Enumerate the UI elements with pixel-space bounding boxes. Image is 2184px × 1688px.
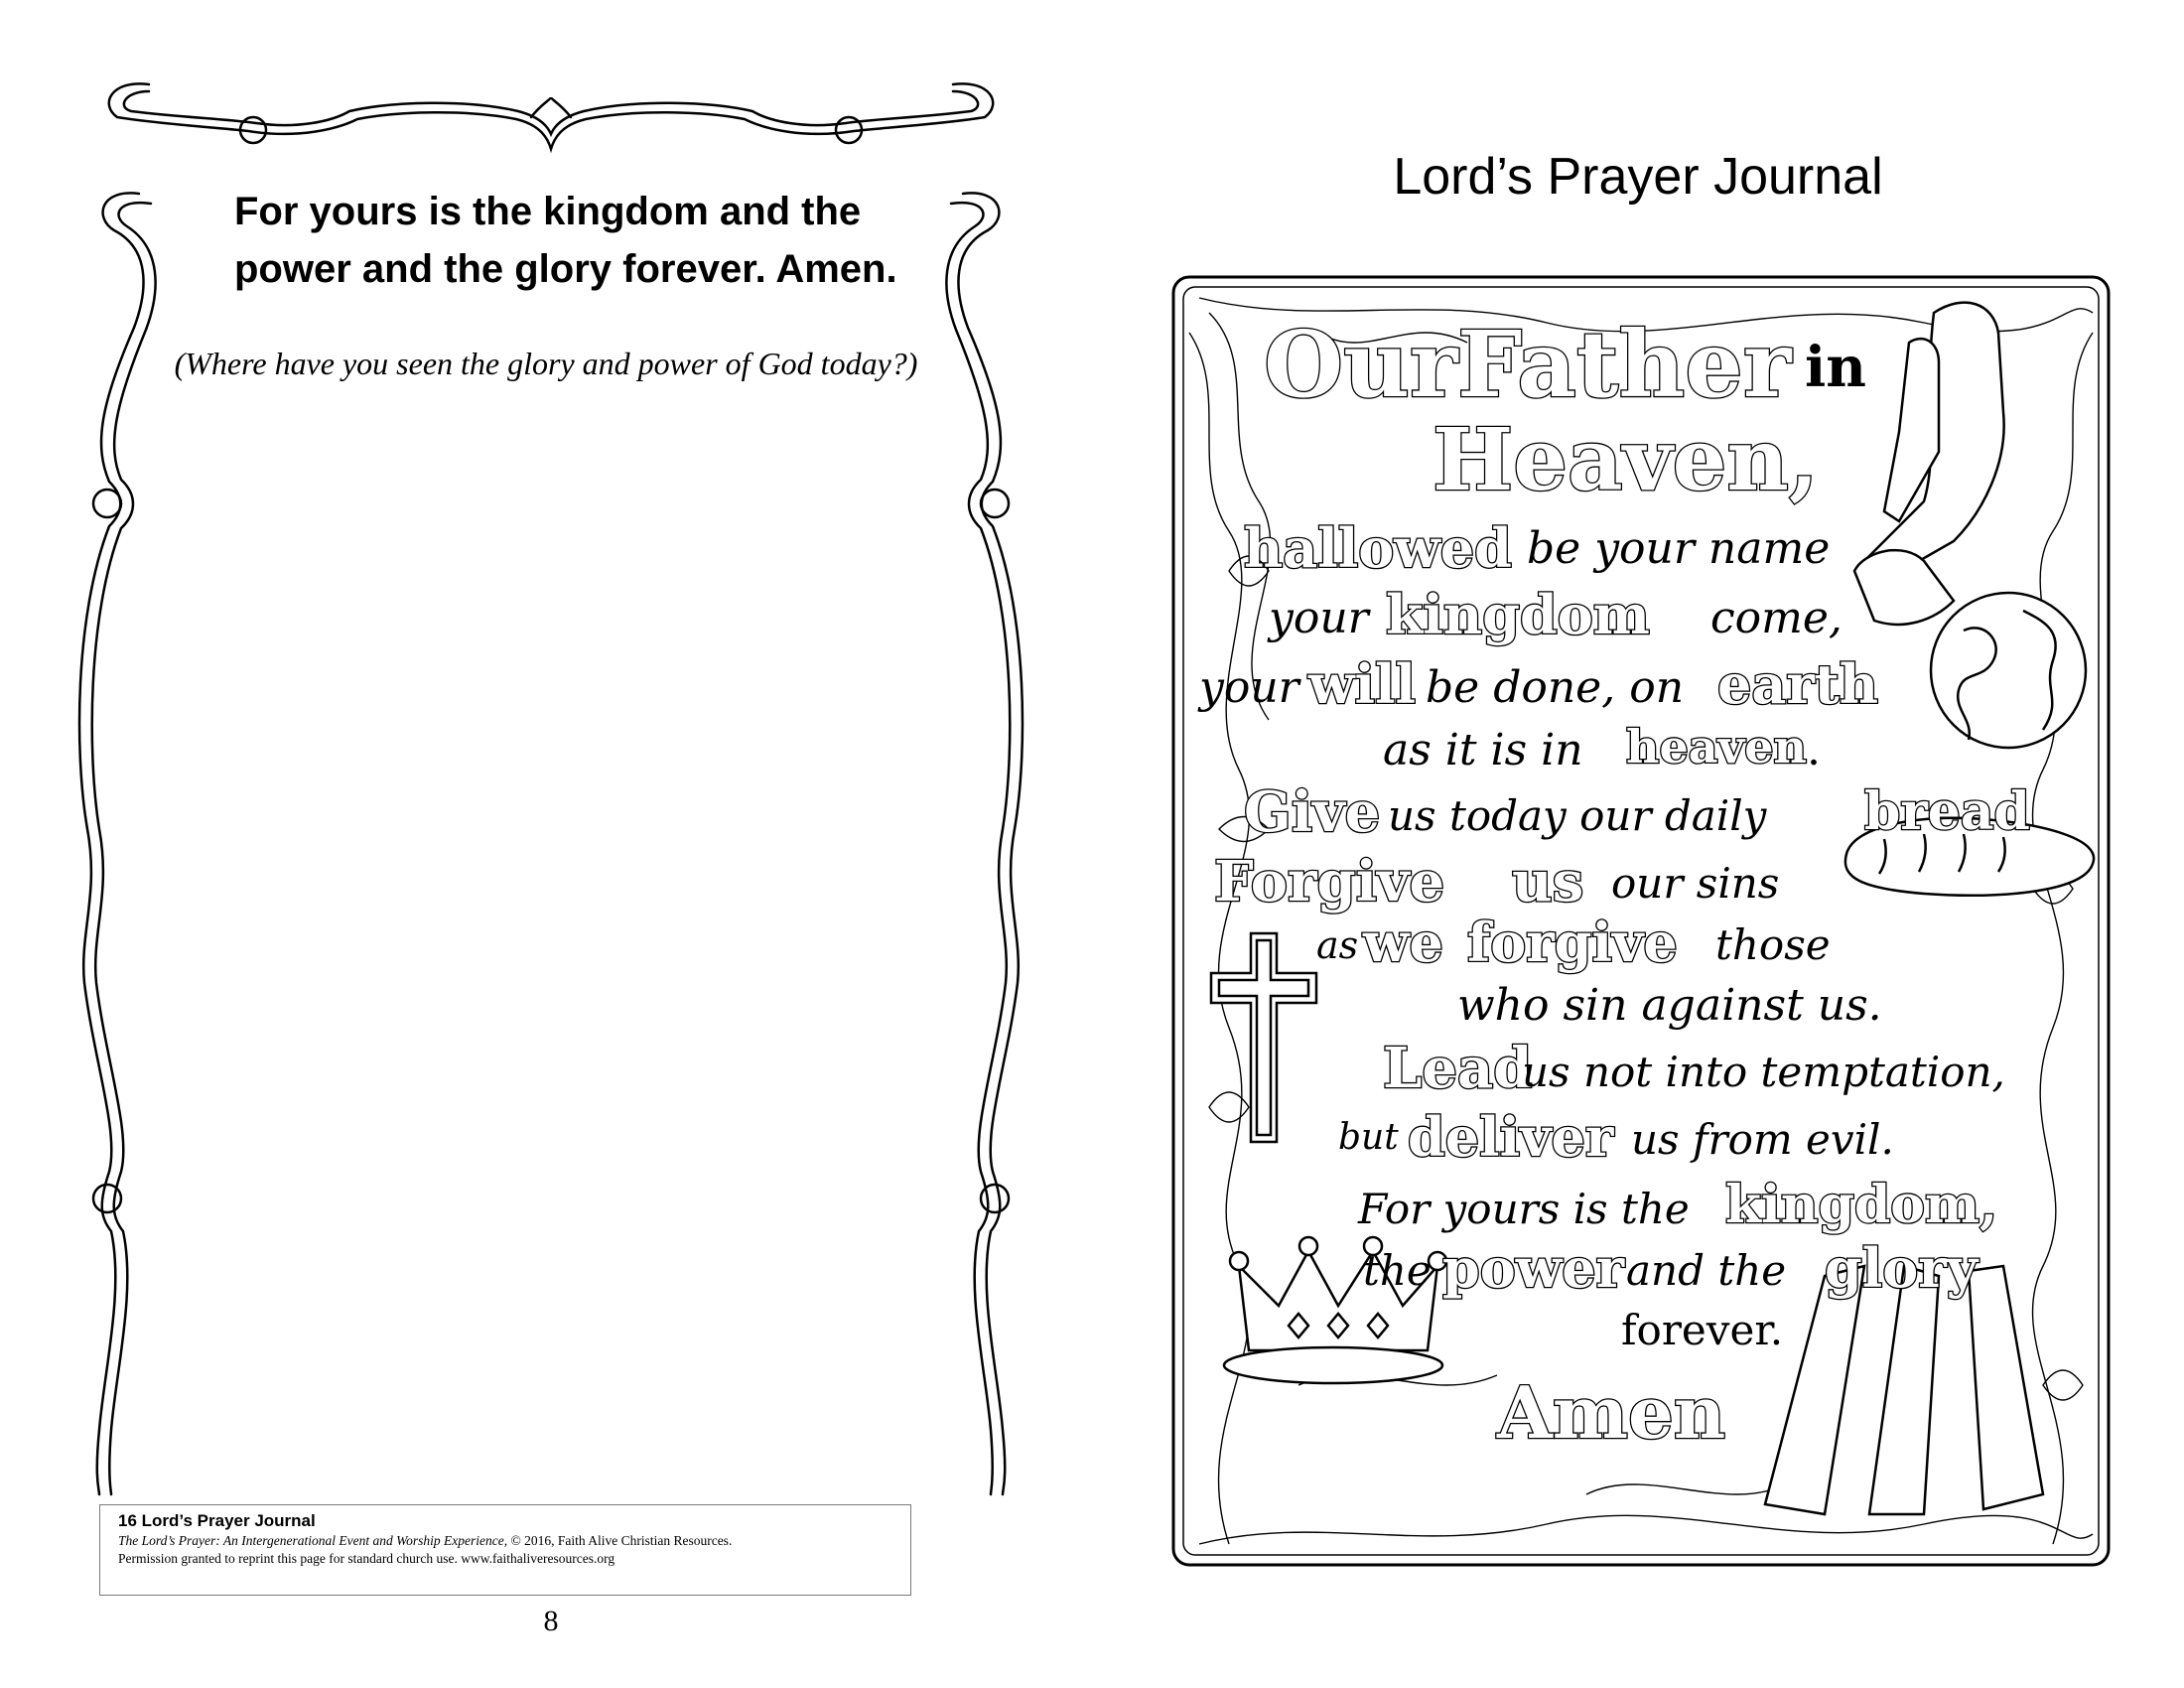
coloring-word-kingdom-2: kingdom, (1725, 1175, 1998, 1235)
credit-citation (118, 1532, 892, 1550)
coloring-word-be-your-name: be your name (1527, 523, 1831, 574)
credit-box (99, 1504, 911, 1596)
coloring-word-earth: earth (1717, 652, 1878, 716)
coloring-word-will: will (1308, 652, 1417, 716)
scripture-verse (234, 183, 934, 298)
verse-line-1: For yours is the kingdom and the (234, 190, 862, 233)
right-side-wavy-border (958, 193, 1023, 1494)
coloring-word-heaven: Heaven, (1433, 410, 1819, 510)
ray-banners-drawing (1765, 1266, 2043, 1514)
credit-permission: Permission granted to reprint this page for standard church use. www.faithaliveresources.org (118, 1551, 615, 1566)
cross-drawing (1211, 933, 1316, 1142)
coloring-word-us: us (1512, 849, 1584, 914)
coloring-word-us-today-our-daily: us today our daily (1388, 791, 1767, 840)
globe-drawing (1931, 593, 2086, 748)
coloring-word-hallowed: hallowed (1244, 516, 1512, 580)
coloring-word-come: come, (1710, 593, 1843, 643)
coloring-word-and-the: and the (1626, 1246, 1787, 1295)
coloring-word-be-done-on: be done, on (1426, 662, 1685, 713)
coloring-word-forgive-2: forgive (1467, 911, 1678, 974)
coloring-word-amen: Amen (1497, 1370, 1726, 1455)
coloring-word-kingdom: kingdom (1386, 583, 1650, 646)
journal-prompt: (Where have you seen the glory and power of God today?) (174, 346, 918, 381)
coloring-word-as-it-is-in: as it is in (1383, 725, 1583, 775)
coloring-word-forever: forever. (1621, 1306, 1784, 1354)
coloring-word-give: Give (1244, 779, 1381, 845)
credit-book-title: The Lord’s Prayer: An Intergenerational Event and Worship Experience, (118, 1533, 508, 1548)
coloring-word-for-yours-is-the: For yours is the (1358, 1185, 1690, 1233)
credit-copyright: © 2016, Faith Alive Christian Resources. (510, 1533, 733, 1548)
coloring-word-us-from-evil: us from evil. (1631, 1115, 1894, 1164)
coloring-word-us-not-into-temptation: us not into temptation, (1522, 1048, 2005, 1096)
coloring-word-bread: bread (1864, 781, 2030, 842)
coloring-word-deliver: deliver (1408, 1105, 1614, 1169)
coloring-word-who-sin-against-us: who sin against us. (1457, 980, 1882, 1031)
coloring-word-father: Father (1457, 311, 1792, 418)
credit-title: 16 Lord’s Prayer Journal (118, 1511, 316, 1530)
top-scroll-flourish (109, 83, 993, 149)
coloring-word-the-1: the (1363, 1246, 1432, 1295)
coloring-word-power: power (1442, 1236, 1625, 1300)
coloring-word-we: we (1363, 911, 1443, 974)
coloring-word-our: Our (1264, 311, 1458, 418)
coloring-word-forgive: Forgive (1214, 849, 1445, 914)
coloring-word-heaven-2: heaven (1626, 720, 1807, 774)
coloring-word-lead: Lead (1383, 1036, 1533, 1101)
left-side-wavy-border (79, 193, 144, 1494)
coloring-word-but: but (1338, 1117, 1399, 1158)
coloring-word-our-sins: our sins (1611, 859, 1780, 908)
coloring-illustration (1169, 273, 2113, 1569)
coloring-word-as: as (1316, 923, 1359, 967)
right-page-title: Lord’s Prayer Journal (1393, 148, 1883, 206)
coloring-word-your-2: your (1199, 662, 1299, 713)
coloring-word-period-1: . (1807, 725, 1821, 775)
verse-line-2: power and the glory forever. Amen. (234, 247, 897, 291)
coloring-word-your-1: your (1269, 593, 1369, 643)
coloring-word-glory: glory (1825, 1236, 1979, 1300)
praying-hands-drawing (1854, 303, 2004, 625)
page-number: 8 (543, 1605, 559, 1637)
coloring-word-those: those (1715, 920, 1831, 969)
coloring-word-in: in (1805, 335, 1866, 400)
